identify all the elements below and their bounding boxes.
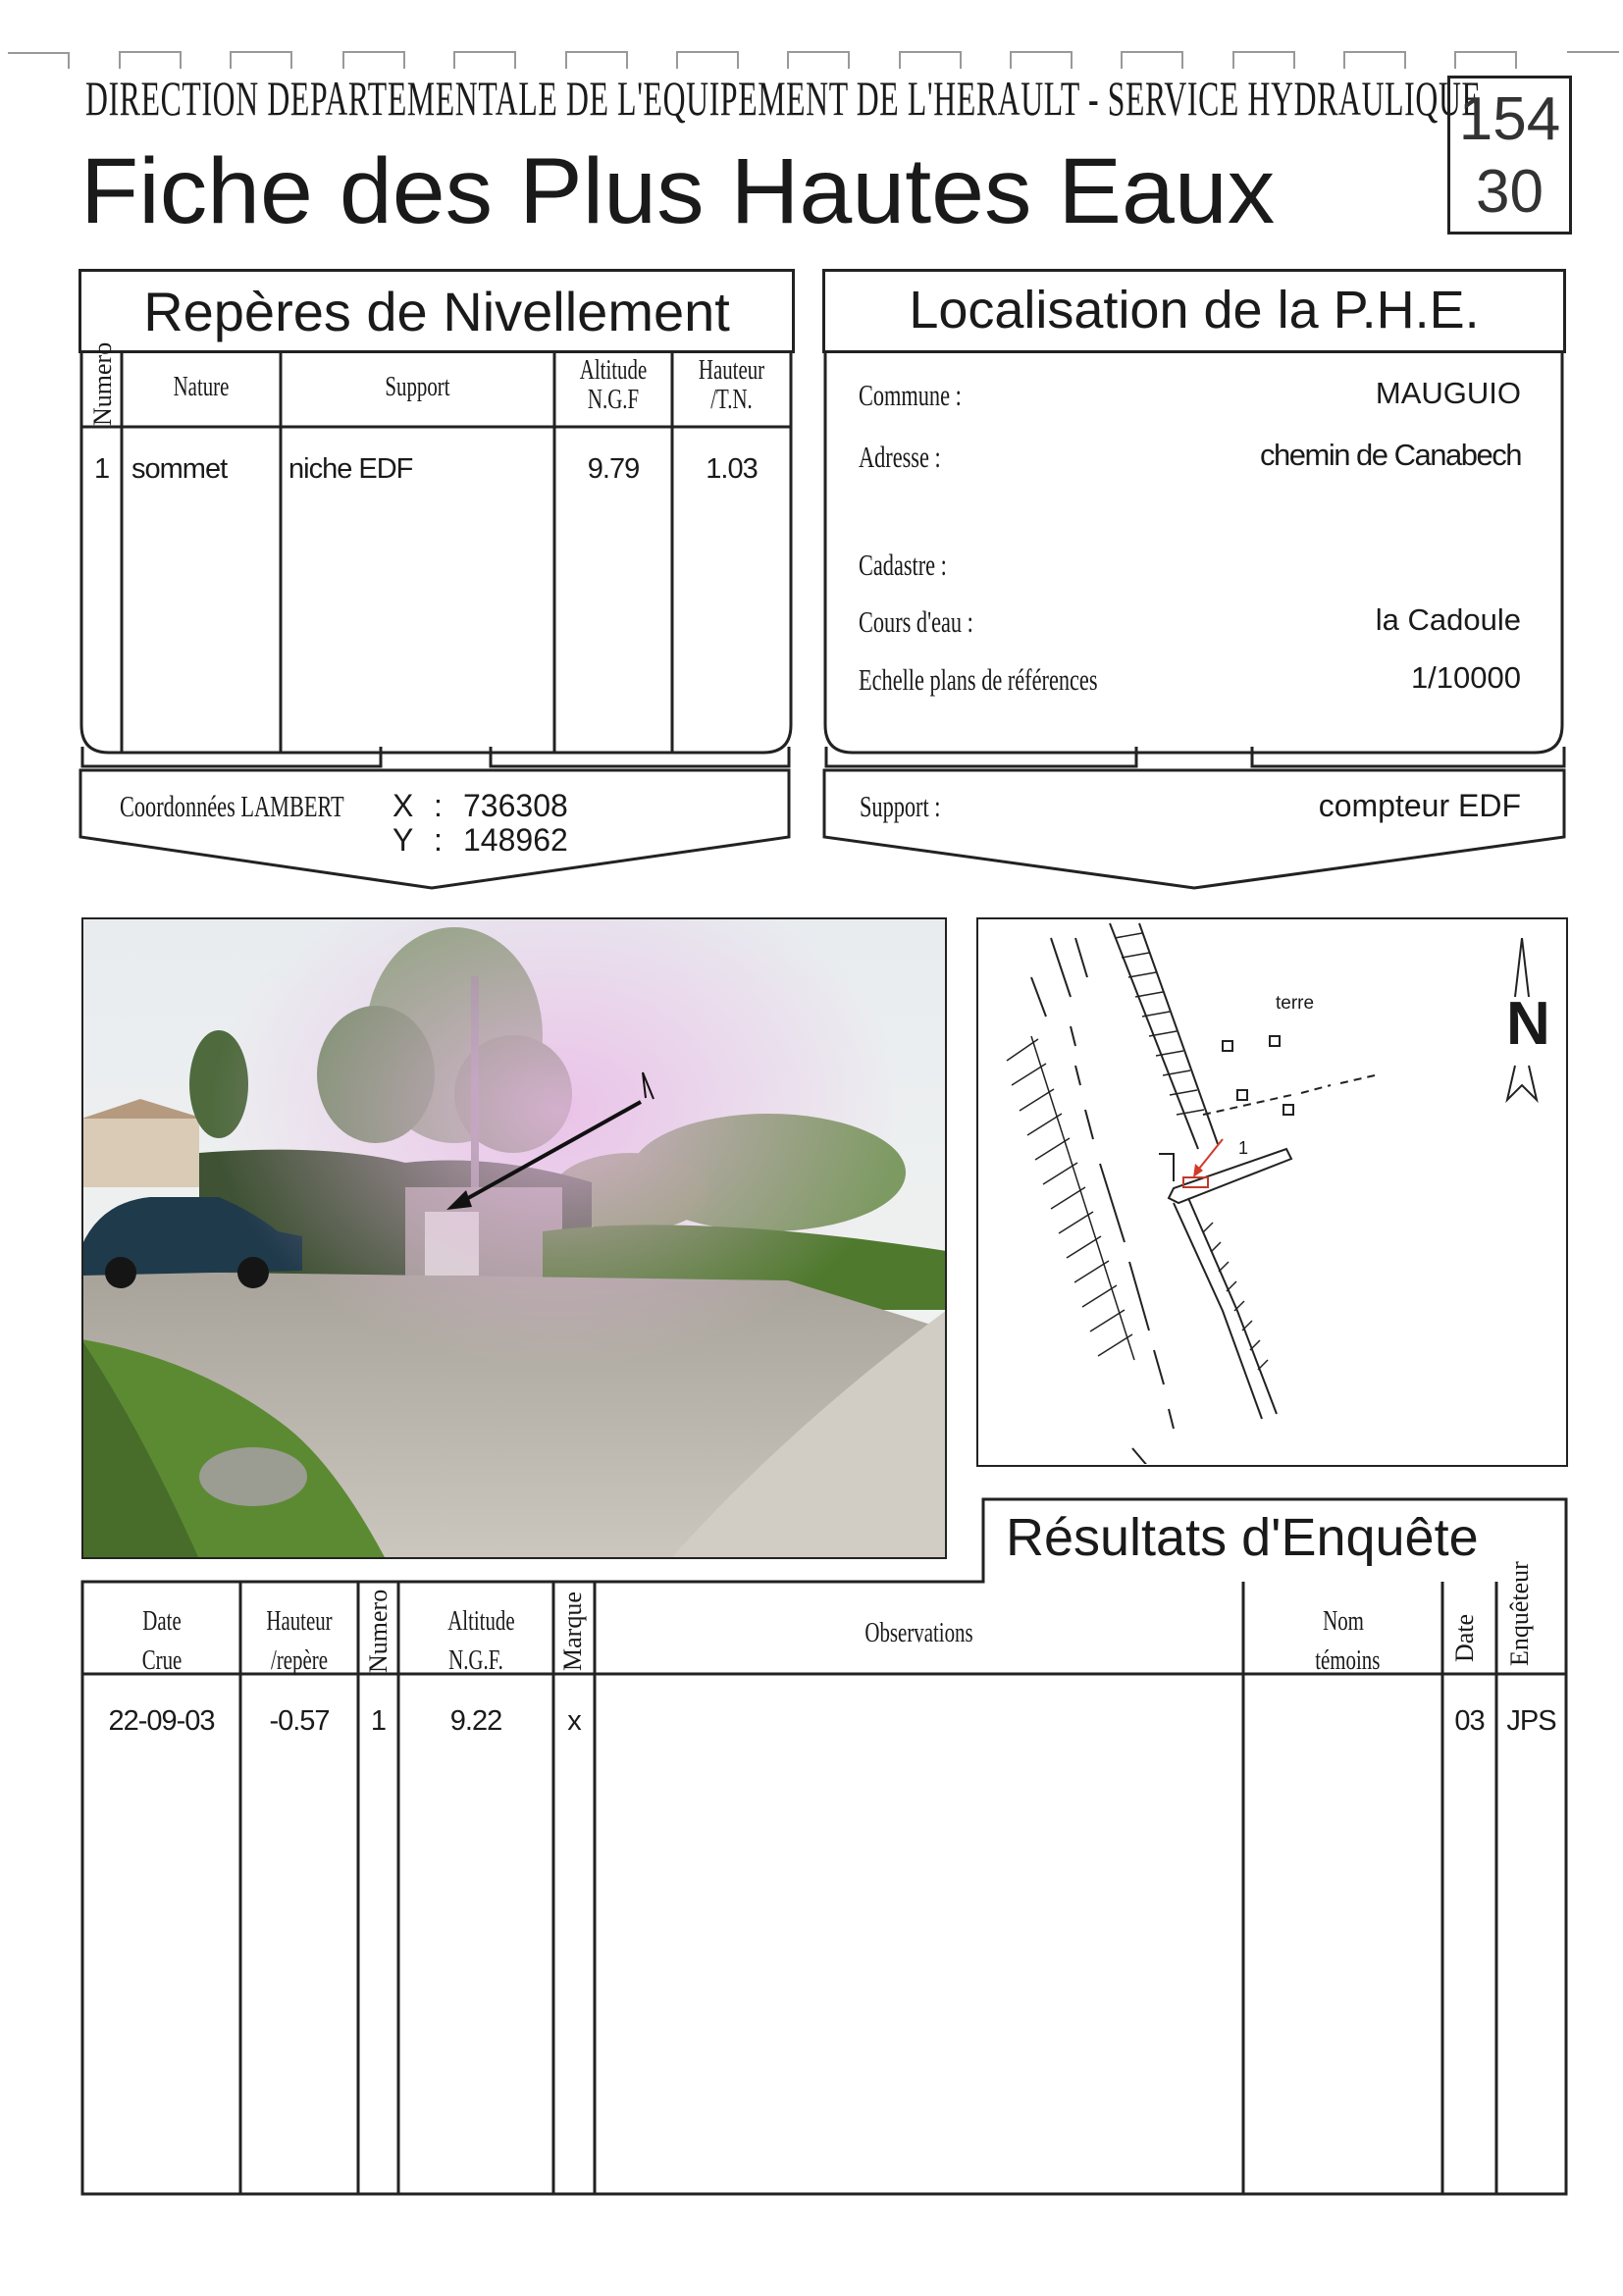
adresse-value: chemin de Canabech [1260, 438, 1521, 472]
support-label: Support : [860, 789, 941, 823]
localisation-title: Localisation de la P.H.E. [909, 281, 1480, 339]
lambert-x-label: X [393, 788, 414, 823]
localisation-title-box [822, 269, 1566, 353]
resultats-row-enqueteur: JPS [1506, 1705, 1556, 1737]
resultats-col-enqueteur: Enquêteur [1505, 1561, 1534, 1667]
resultats-row-marque: x [567, 1705, 581, 1737]
plan-terrain-label: terre [1276, 993, 1315, 1014]
lambert-label: Coordonnées LAMBERT [120, 789, 344, 823]
page-title: Fiche des Plus Hautes Eaux [80, 139, 1276, 243]
reperes-col-numero: Numero [88, 341, 117, 426]
lambert-y-label: Y [393, 822, 414, 858]
adresse-label: Adresse : [859, 440, 941, 474]
lambert-x-value: 736308 [463, 788, 568, 823]
resultats-title: Résultats d'Enquête [1006, 1508, 1479, 1567]
binder-punch-marks [0, 20, 1623, 69]
resultats-col-nom-temoins: Nom témoins [1314, 1605, 1380, 1676]
reperes-row-altitude: 9.79 [587, 453, 640, 485]
reperes-title: Repères de Nivellement [143, 281, 730, 342]
resultats-col-marque: Marque [558, 1592, 587, 1671]
commune-label: Commune : [859, 378, 962, 412]
coordinates-chevron-boxes [0, 741, 1623, 908]
reperes-title-box [79, 269, 795, 353]
resultats-col-date-crue: Date Crue [141, 1605, 182, 1676]
cadastre-label: Cadastre : [859, 548, 947, 582]
reperes-col-altitude: Altitude N.G.F [579, 354, 648, 415]
resultats-col-observations: Observations [864, 1617, 973, 1648]
cours-eau-value: la Cadoule [1375, 602, 1521, 637]
resultats-col-hauteur: Hauteur /repère [266, 1605, 333, 1676]
organization-header: DIRECTION DEPARTEMENTALE DE L'EQUIPEMENT DE L'HERAULT - SERVICE HYDRAULIQUE [85, 71, 1482, 126]
resultats-col-numero: Numero [364, 1589, 393, 1673]
location-plan-sketch [977, 918, 1566, 1464]
cours-eau-label: Cours d'eau : [859, 604, 973, 639]
resultats-col-date: Date [1450, 1613, 1479, 1662]
plan-marker-label: 1 [1238, 1138, 1249, 1158]
resultats-col-altitude: Altitude N.G.F. [447, 1605, 515, 1676]
reference-number-top: 154 [1458, 85, 1561, 153]
reperes-row-nature: sommet [131, 453, 228, 485]
photo-frame [81, 917, 947, 1559]
reference-box [1447, 76, 1572, 235]
resultats-row-numero: 1 [370, 1705, 387, 1737]
resultats-row-hauteur: -0.57 [269, 1705, 330, 1737]
lambert-y-sep: : [434, 822, 443, 858]
resultats-row-date: 03 [1454, 1705, 1485, 1737]
resultats-row-altitude: 9.22 [449, 1705, 502, 1737]
support-value: compteur EDF [1318, 788, 1521, 823]
echelle-label: Echelle plans de références [859, 662, 1098, 697]
reperes-row-numero: 1 [94, 453, 110, 485]
reperes-col-support: Support [385, 371, 450, 402]
lambert-x-sep: : [434, 788, 443, 823]
reperes-row-hauteur: 1.03 [706, 453, 758, 485]
lambert-y-value: 148962 [463, 822, 568, 858]
reperes-col-hauteur: Hauteur /T.N. [698, 354, 765, 415]
echelle-value: 1/10000 [1410, 660, 1521, 695]
commune-value: MAUGUIO [1375, 376, 1521, 410]
reference-number-bottom: 30 [1476, 158, 1544, 226]
north-arrow-label: N [1506, 990, 1550, 1058]
reperes-row-support: niche EDF [288, 453, 413, 485]
resultats-row-date-crue: 22-09-03 [108, 1705, 215, 1737]
reperes-col-nature: Nature [173, 371, 230, 402]
